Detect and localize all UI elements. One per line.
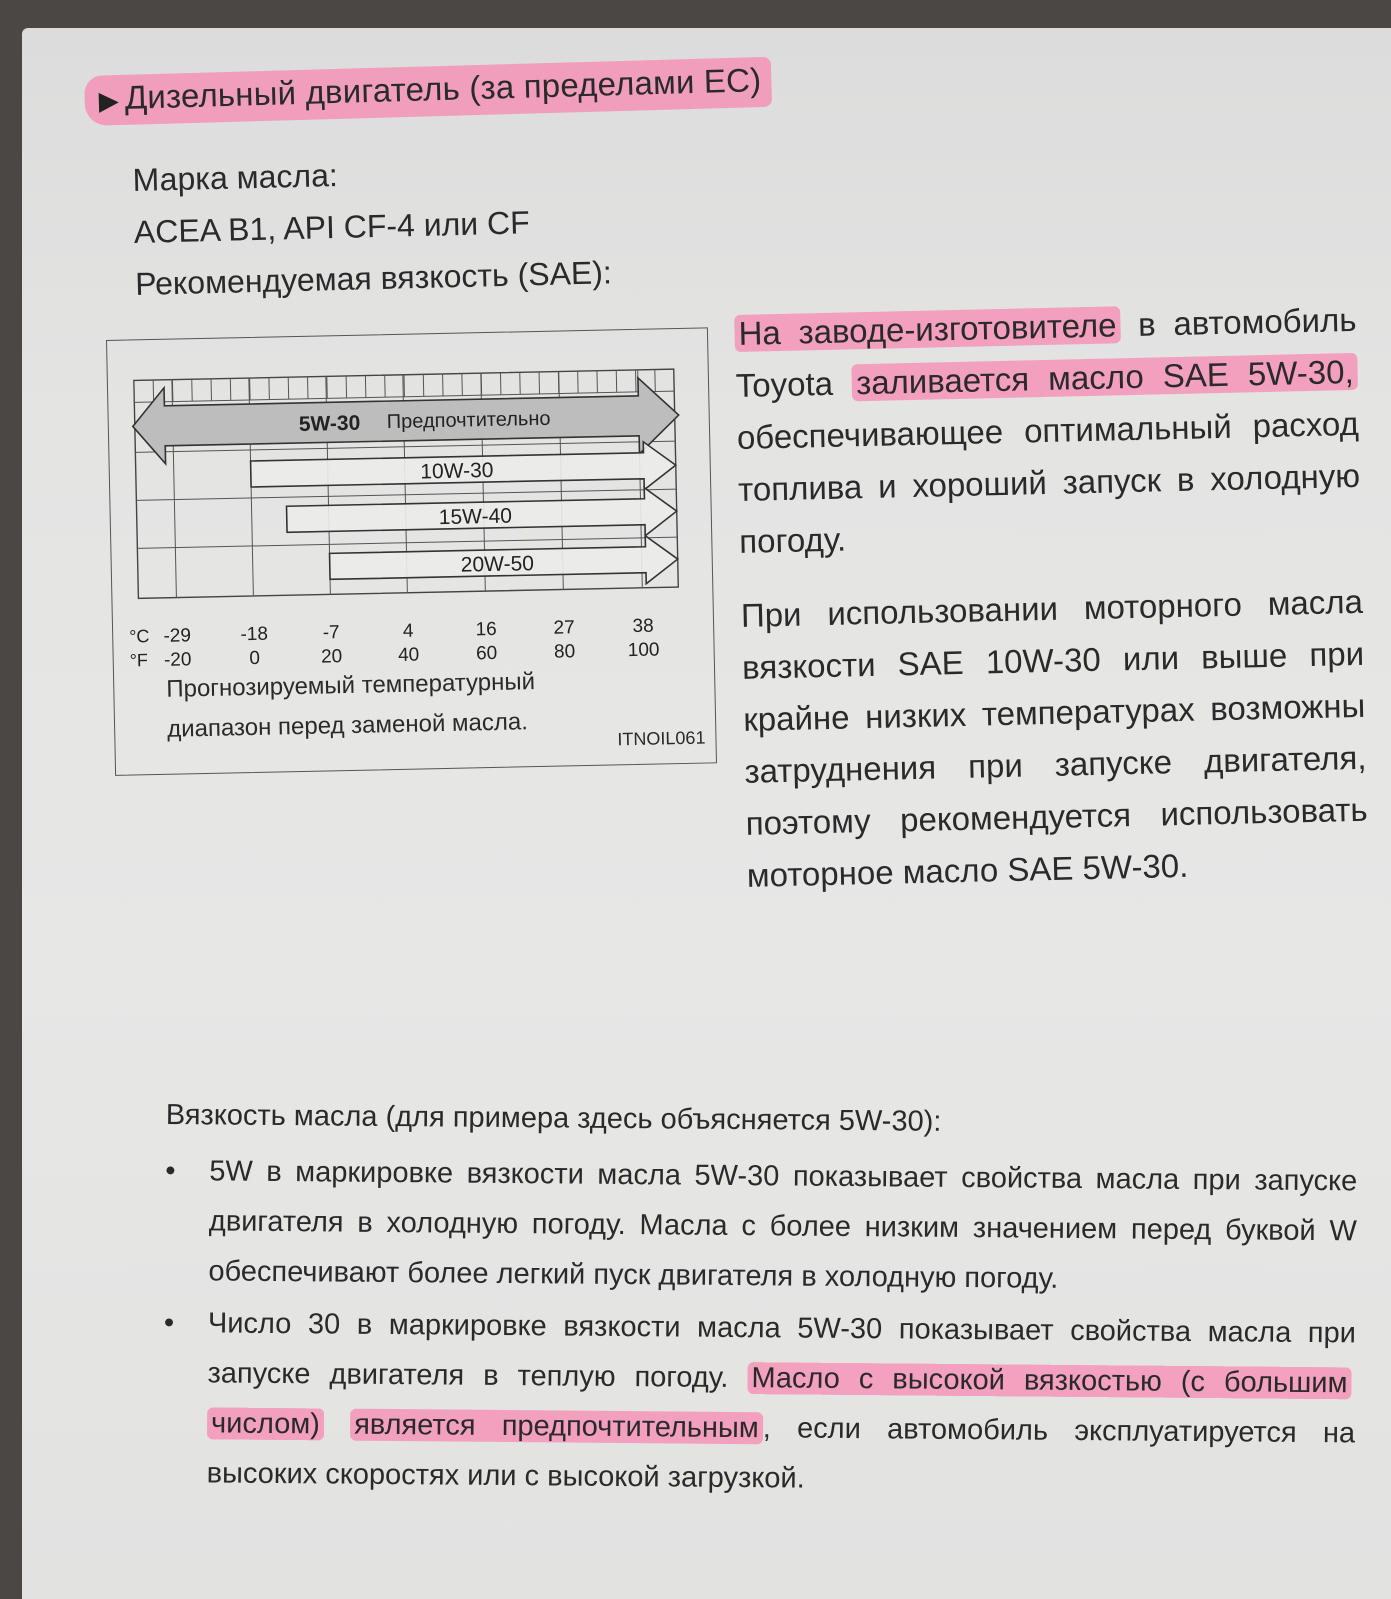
celsius-tick-label: 38 xyxy=(632,615,654,638)
viscosity-bullets xyxy=(160,1146,1357,1508)
grid-row-line xyxy=(136,489,676,500)
range-label-10w-30: 10W-30 xyxy=(420,458,494,484)
range-label-15w-40: 15W-40 xyxy=(438,504,513,530)
manual-page xyxy=(22,28,1391,1599)
celsius-tick-label: -7 xyxy=(322,622,340,644)
highlight-fill: заливается масло SAE 5W-30, xyxy=(852,353,1358,401)
chart-arrows xyxy=(132,377,682,594)
grid-row-line xyxy=(137,537,677,548)
bullet-text-warm-1: Число 30 в маркировке вязкости масла 5W-30 показывает свойства масла при запуске двигателя в теплую погоду. xyxy=(207,1307,1357,1394)
factory-text-1: в автомобиль Toyota xyxy=(735,300,1357,404)
fahrenheit-tick-label: 20 xyxy=(320,646,343,668)
highlight-high-viscosity: Масло с высокой вязкостью (с большим числом) xyxy=(207,1362,1352,1440)
triangle-marker-icon: ▶ xyxy=(98,85,120,116)
celsius-tick-label: 4 xyxy=(402,620,414,642)
chart-code: ITNOIL061 xyxy=(617,727,706,750)
bullet-text-cold: 5W в маркировке вязкости масла 5W-30 показывает свойства масла при запуске двигателя в холодную погоду. Масла с более низким значением перед буквой W обеспечивают более легкий пуск двигателя в холодную погоду. xyxy=(208,1155,1358,1295)
viscosity-explanation xyxy=(160,1090,1358,1510)
oil-grade-value: ACEA B1, API CF-4 или CF xyxy=(133,204,531,250)
factory-fill-paragraph xyxy=(734,294,1362,568)
fahrenheit-tick-label: -20 xyxy=(163,649,192,671)
bullet-text-warm-2: , если автомобиль эксплуатируется на высоких скоростях или с высокой загрузкой. xyxy=(206,1412,1356,1495)
oil-spec-block xyxy=(132,142,612,310)
cold-start-paragraph: При использовании моторного масла вязкости SAE 10W-30 или выше при крайне низких температурах возможны затруднения при запуске двигателя, поэтому рекомендуется использовать моторное масло SAE 5W-30. xyxy=(740,582,1368,894)
fahrenheit-unit-label: °F xyxy=(129,650,149,671)
bullet-icon: • xyxy=(163,1307,175,1340)
highlight-factory: На заводе-изготовителе xyxy=(734,306,1121,352)
highlight-preferred: является предпочтительным xyxy=(350,1409,763,1445)
range-label-5w-30: 5W-30 xyxy=(298,411,361,436)
section-heading-text: Дизельный двигатель (за пределами ЕС) xyxy=(124,61,762,116)
fahrenheit-tick-label: 60 xyxy=(475,642,498,665)
bullet-icon: • xyxy=(165,1155,176,1188)
oil-grade-label: Марка масла: xyxy=(132,156,339,198)
viscosity-label: Рекомендуемая вязкость (SAE): xyxy=(134,254,613,302)
celsius-tick-label: 27 xyxy=(553,617,575,639)
bullet-item-cold xyxy=(162,1146,1357,1306)
section-heading xyxy=(84,57,772,126)
range-label-20w-50: 20W-50 xyxy=(460,552,535,577)
fahrenheit-tick-label: 40 xyxy=(397,644,420,666)
right-column-text xyxy=(734,294,1370,924)
bullet-item-warm xyxy=(160,1298,1356,1508)
viscosity-chart xyxy=(106,327,717,776)
fahrenheit-tick-label: 80 xyxy=(553,641,576,663)
chart-caption: Прогнозируемый температурный диапазон перед заменой масла. xyxy=(166,668,536,743)
celsius-tick-label: -29 xyxy=(163,625,192,647)
celsius-tick-label: -18 xyxy=(240,623,269,646)
factory-text-2: обеспечивающее оптимальный расход топлива и хороший запуск в холодную погоду. xyxy=(736,404,1361,560)
fahrenheit-tick-label: 100 xyxy=(627,639,660,662)
preferred-note: Предпочтительно xyxy=(386,407,551,434)
viscosity-intro: Вязкость масла (для примера здесь объясняется 5W-30): xyxy=(165,1099,942,1138)
celsius-unit-label: °C xyxy=(129,626,150,647)
fahrenheit-tick-label: 0 xyxy=(249,647,261,670)
celsius-tick-label: 16 xyxy=(475,618,497,641)
